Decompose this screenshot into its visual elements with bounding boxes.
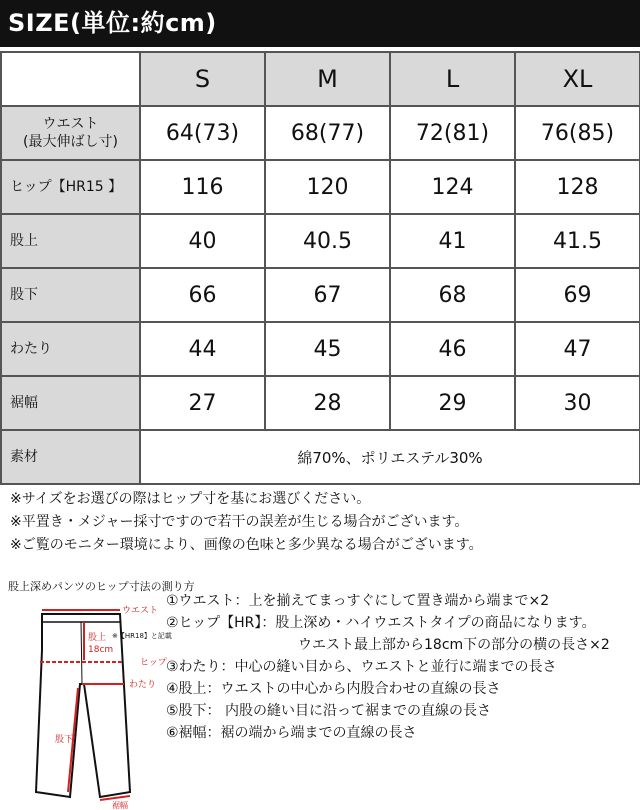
cell-rise-xl: 41.5 [515, 214, 640, 268]
size-title: SIZE(単位:約cm) [0, 0, 640, 47]
row-label-waist [1, 106, 140, 160]
row-label-thigh: わたり [1, 322, 140, 376]
cell-hem-s: 27 [140, 376, 265, 430]
hem-label: 裾幅 [112, 801, 128, 810]
hr-note-label: ※【HR18】と記載 [112, 632, 172, 640]
row-label-waist-line1: ウエスト [42, 116, 99, 132]
cell-thigh-l: 46 [390, 322, 515, 376]
measure-title: 股上深めパンツのヒップ寸法の測り方 [8, 580, 195, 593]
instruction-waist: ①ウエスト：上を揃えてまっすぐにして置き端から端まで×2 [166, 593, 550, 609]
instruction-hem: ⑥裾幅：裾の端から端までの直線の長さ [166, 725, 417, 741]
cell-inseam-xl: 69 [515, 268, 640, 322]
cell-hem-xl: 30 [515, 376, 640, 430]
rise-value-label: 18cm [88, 645, 114, 655]
table-row-hip [1, 160, 640, 214]
cell-rise-l: 41 [390, 214, 515, 268]
size-header-s: S [140, 52, 265, 106]
table-row-hem [1, 376, 640, 430]
row-label-waist-line2: (最大伸ばし寸) [23, 134, 118, 150]
measure-instructions [166, 590, 636, 744]
note-3: ※ご覧のモニター環境により、画像の色味と多少異なる場合がございます。 [10, 537, 483, 553]
size-chart-table [0, 51, 640, 485]
instruction-inseam: ⑤股下： 内股の縫い目に沿って裾までの直線の長さ [166, 703, 491, 719]
hip-label: ヒップ [140, 658, 167, 668]
cell-inseam-m: 67 [265, 268, 390, 322]
cell-inseam-l: 68 [390, 268, 515, 322]
cell-hip-l: 124 [390, 160, 515, 214]
inseam-label: 股下 [55, 735, 74, 745]
instruction-thigh: ③わたり：中心の縫い目から、ウエストと並行に端までの長さ [166, 659, 557, 675]
cell-thigh-m: 45 [265, 322, 390, 376]
cell-hip-s: 116 [140, 160, 265, 214]
cell-waist-l: 72(81) [390, 106, 515, 160]
note-2: ※平置き・メジャー採寸ですので若干の誤差が生じる場合がございます。 [10, 514, 469, 530]
size-header-l: L [390, 52, 515, 106]
instruction-hip-detail: ウエスト最上部から18cm下の部分の横の長さ×2 [298, 637, 610, 653]
table-corner-cell [1, 52, 140, 106]
table-row-material [1, 430, 640, 484]
note-1: ※サイズをお選びの際はヒップ寸を基にお選びください。 [10, 491, 371, 507]
size-header-m: M [265, 52, 390, 106]
waist-label: ウエスト [122, 606, 159, 616]
cell-thigh-s: 44 [140, 322, 265, 376]
cell-rise-s: 40 [140, 214, 265, 268]
table-row-rise [1, 214, 640, 268]
cell-waist-m: 68(77) [265, 106, 390, 160]
cell-hem-m: 28 [265, 376, 390, 430]
cell-hem-l: 29 [390, 376, 515, 430]
row-label-hip: ヒップ【HR15 】 [1, 160, 140, 214]
row-label-hem: 裾幅 [1, 376, 140, 430]
table-row-inseam [1, 268, 640, 322]
size-header-xl: XL [515, 52, 640, 106]
row-label-rise: 股上 [1, 214, 140, 268]
cell-hip-xl: 128 [515, 160, 640, 214]
material-value: 綿70%、ポリエステル30% [140, 430, 640, 484]
table-row-waist [1, 106, 640, 160]
cell-waist-xl: 76(85) [515, 106, 640, 160]
instruction-hip: ②ヒップ【HR】：股上深め・ハイウエストタイプの商品になります。 [166, 615, 596, 631]
cell-thigh-xl: 47 [515, 322, 640, 376]
size-notes [10, 488, 635, 557]
thigh-label: わたり [129, 680, 157, 690]
table-row-thigh [1, 322, 640, 376]
cell-waist-s: 64(73) [140, 106, 265, 160]
instruction-rise: ④股上：ウエストの中心から内股合わせの直線の長さ [166, 681, 501, 697]
cell-rise-m: 40.5 [265, 214, 390, 268]
size-header-row [1, 52, 640, 106]
cell-hip-m: 120 [265, 160, 390, 214]
rise-label: 股上 [88, 633, 107, 643]
cell-inseam-s: 66 [140, 268, 265, 322]
row-label-inseam: 股下 [1, 268, 140, 322]
row-label-material: 素材 [1, 430, 140, 484]
pants-measure-diagram [0, 592, 175, 810]
